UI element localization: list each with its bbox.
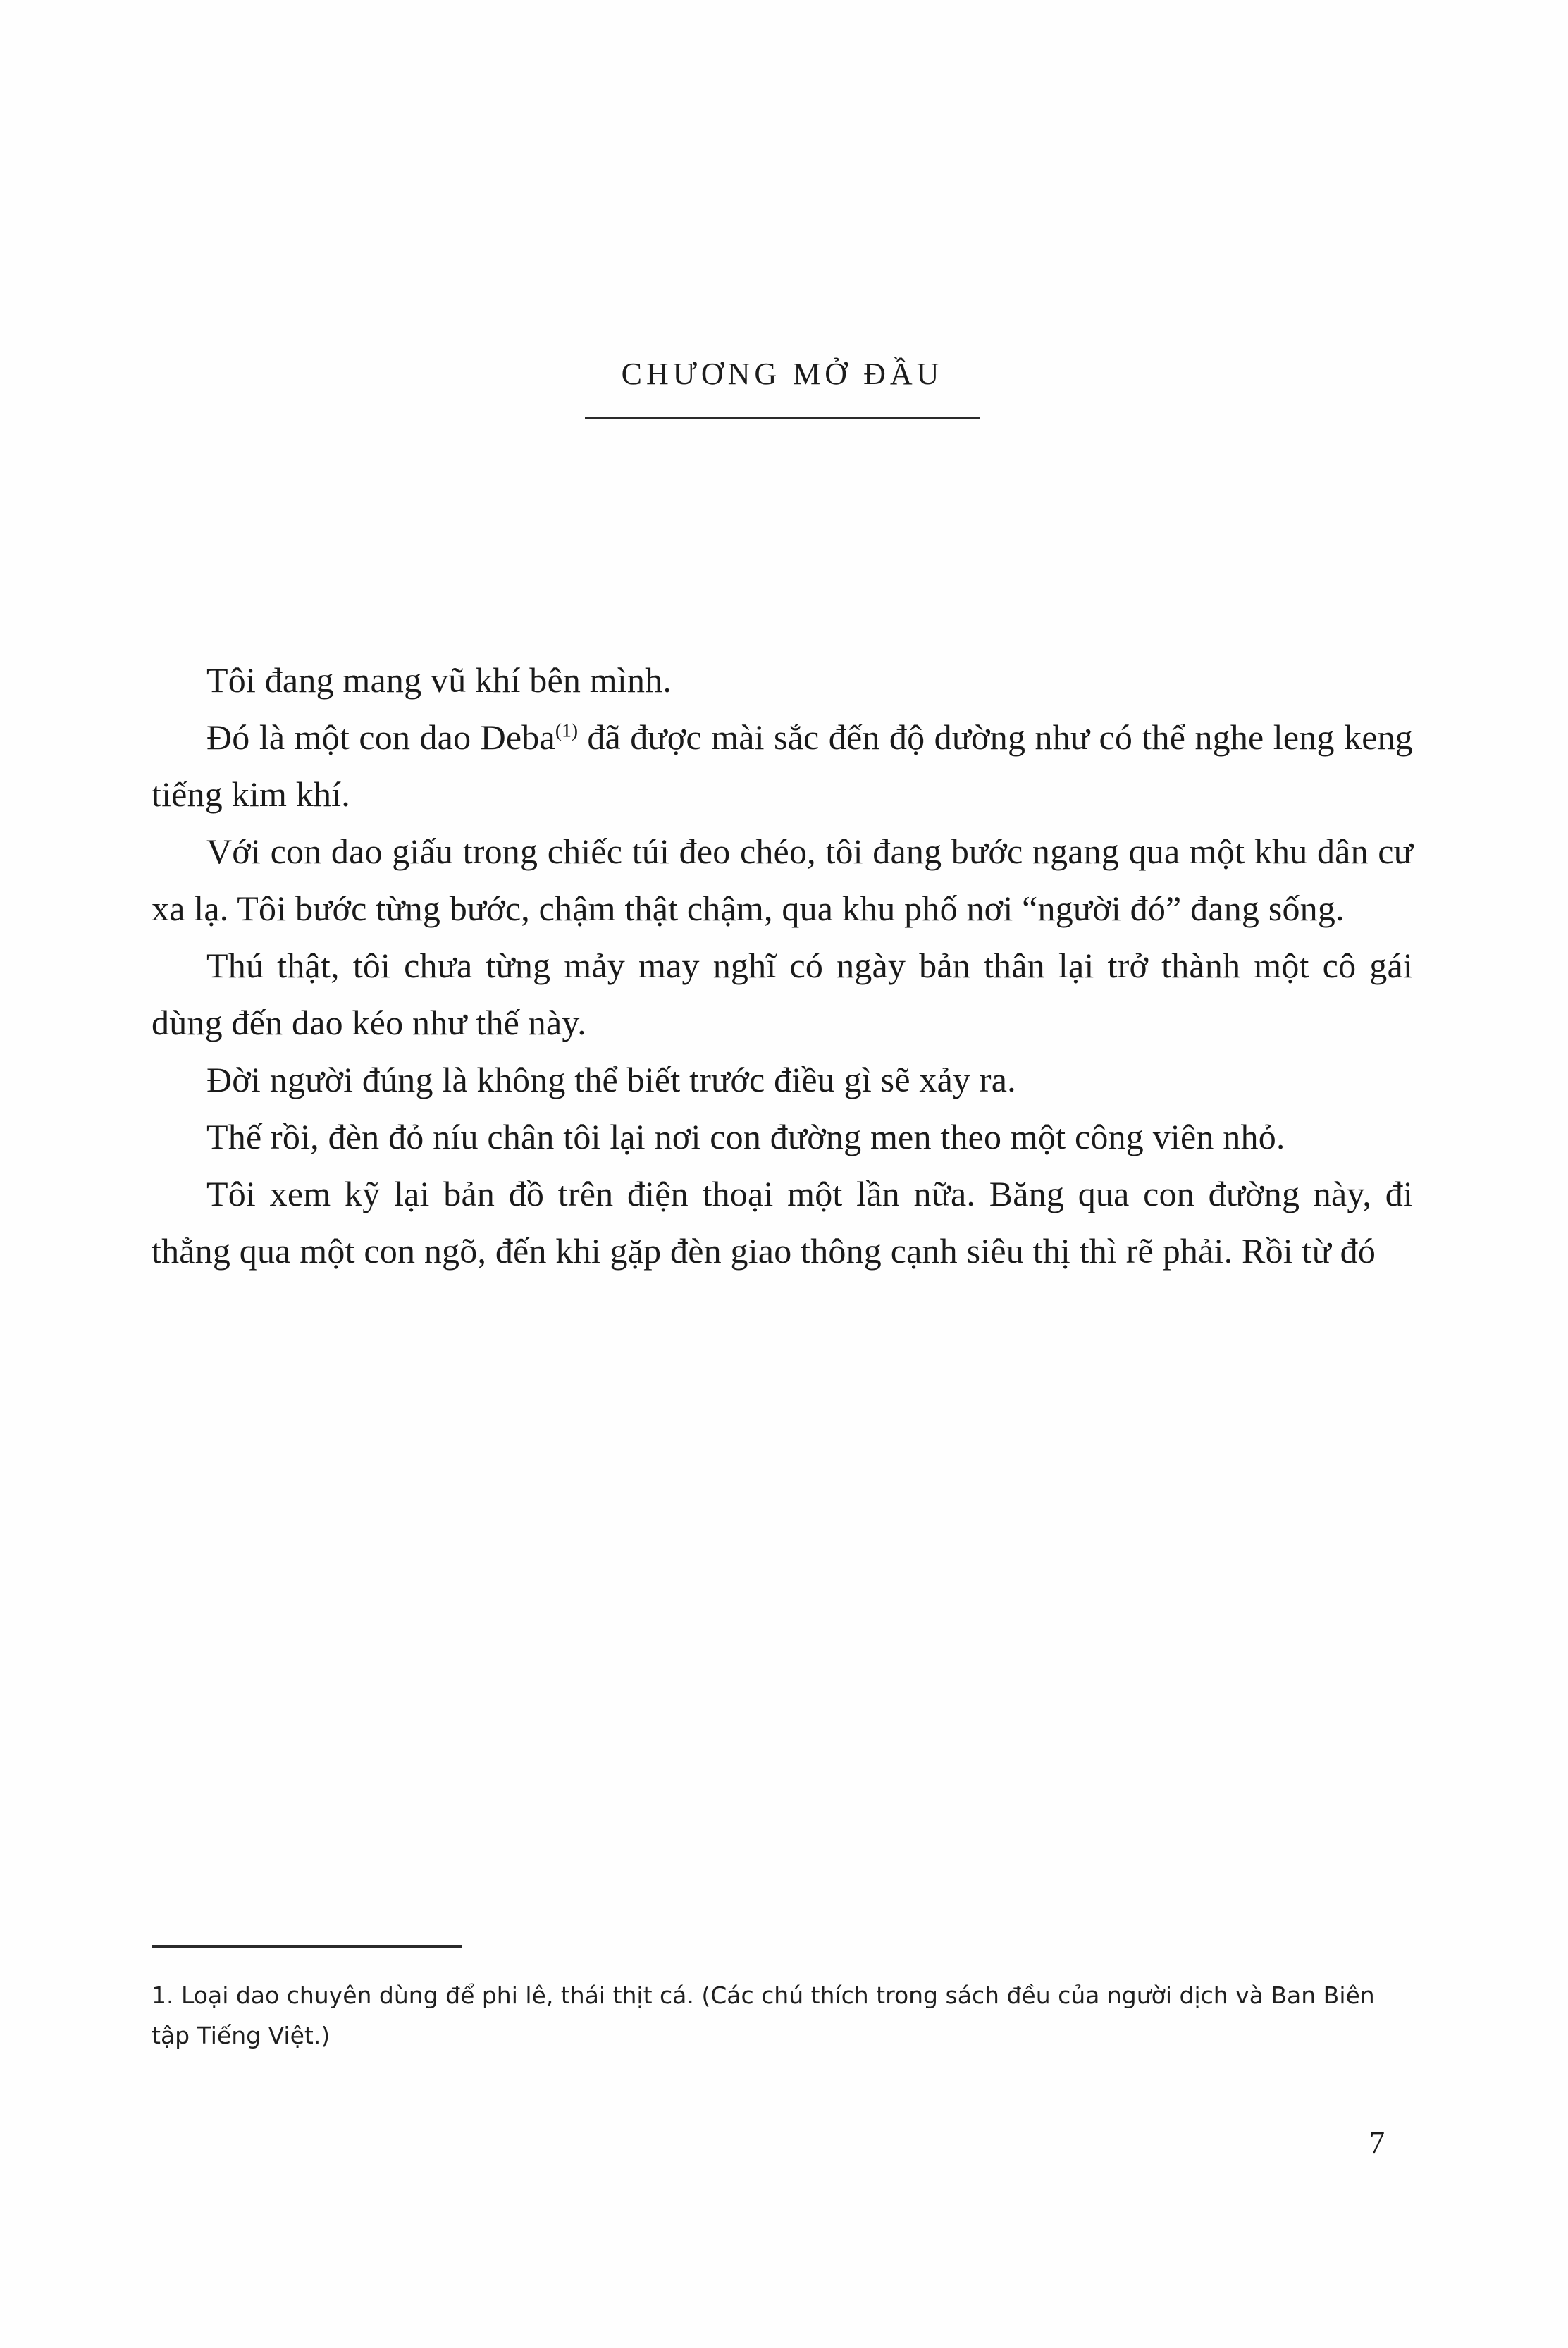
page-content (152, 0, 1413, 2348)
chapter-header (152, 356, 1413, 419)
footnote-divider (152, 1945, 462, 1948)
body-text (152, 652, 1413, 1280)
paragraph-2-text-a: Đó là một con dao Deba (206, 717, 555, 757)
footnote-marker: (1) (555, 719, 578, 741)
paragraph-2-text-b: đã được mài sắc đến độ dường như có thể nghe leng keng tiếng kim khí. (152, 717, 1413, 814)
paragraph-1 (152, 652, 1413, 709)
paragraph-3: Với con dao giấu trong chiếc túi đeo chéo, tôi đang bước ngang qua một khu dân cư xa lạ. Tôi bước từng bước, chậm thật chậm, qua khu phố nơi “người đó” đang sống. (152, 831, 1413, 928)
footnote-area (152, 1945, 1413, 2056)
paragraph-1-text: Tôi đang mang vũ khí bên mình. (206, 660, 672, 700)
paragraph-4: Thú thật, tôi chưa từng mảy may nghĩ có ngày bản thân lại trở thành một cô gái dùng đến dao kéo như thế này. (152, 945, 1413, 1042)
paragraph-6: Thế rồi, đèn đỏ níu chân tôi lại nơi con đường men theo một công viên nhỏ. (206, 1116, 1285, 1156)
paragraph-5: Đời người đúng là không thể biết trước điều gì sẽ xảy ra. (206, 1059, 1016, 1099)
footnote-text: 1. Loại dao chuyên dùng để phi lê, thái thịt cá. (Các chú thích trong sách đều của người dịch và Ban Biên tập Tiếng Việt.) (152, 1982, 1375, 2049)
chapter-divider (585, 417, 980, 419)
paragraph-7: Tôi xem kỹ lại bản đồ trên điện thoại một lần nữa. Băng qua con đường này, đi thẳng qua một con ngõ, đến khi gặp đèn giao thông cạnh siêu thị thì rẽ phải. Rồi từ đó (152, 1173, 1413, 1271)
page-number: 7 (1369, 2125, 1385, 2160)
chapter-title: CHƯƠNG MỞ ĐẦU (621, 357, 944, 391)
paragraph-2 (152, 709, 1413, 823)
